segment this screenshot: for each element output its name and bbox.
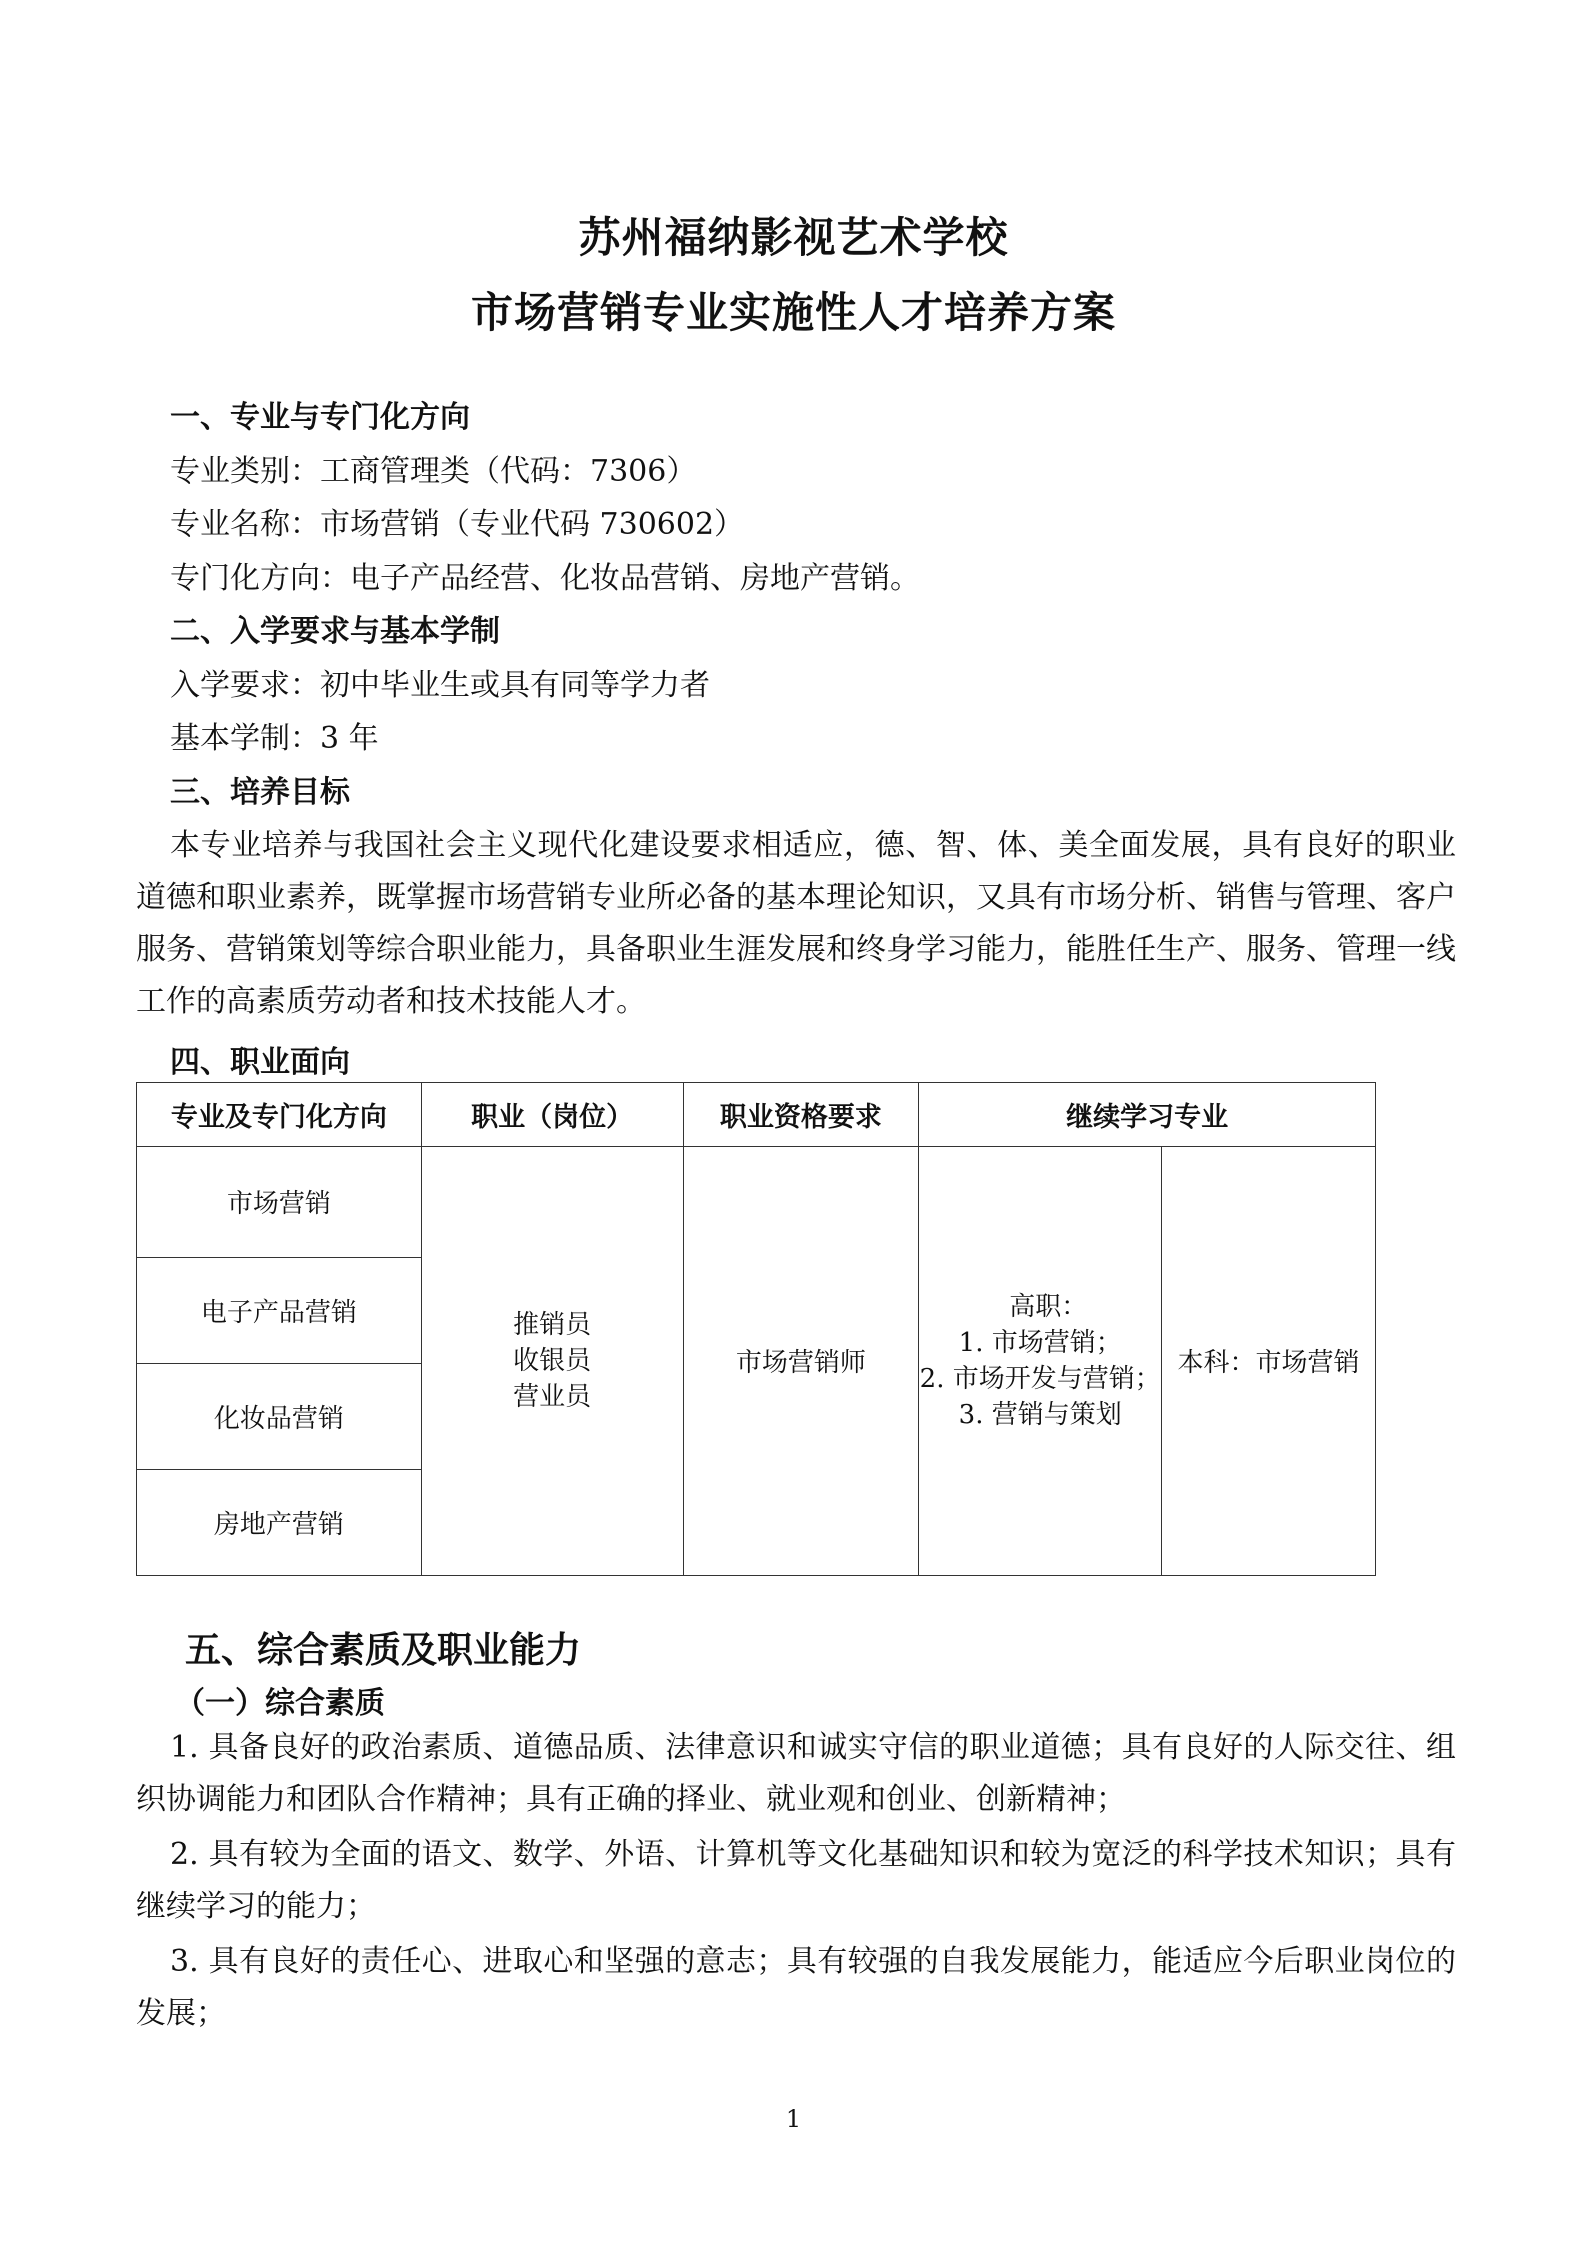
jobs-cell xyxy=(421,1146,683,1575)
table-header-row xyxy=(137,1083,1376,1147)
section1-heading: 一、专业与专门化方向 xyxy=(170,400,470,435)
table-row xyxy=(137,1146,1376,1257)
higher-vocational-label: 高职： xyxy=(1009,1291,1088,1322)
admission-requirement: 入学要求：初中毕业生或具有同等学力者 xyxy=(170,668,710,703)
header-qualification: 职业资格要求 xyxy=(683,1083,919,1147)
training-goal-paragraph: 本专业培养与我国社会主义现代化建设要求相适应，德、智、体、美全面发展，具有良好的职业道德和职业素养，既掌握市场营销专业所必备的基本理论知识，又具有市场分析、销售与管理、客户服务、营销策划等综合职业能力，具备职业生涯发展和终身学习能力，能胜任生产、服务、管理一线工作的高素质劳动者和技术技能人才。 xyxy=(136,828,1456,1019)
higher-vocational-item: 3. 营销与策划 xyxy=(958,1399,1122,1430)
section4-heading: 四、职业面向 xyxy=(170,1045,350,1080)
study-duration: 基本学制：3 年 xyxy=(170,721,379,756)
page-number: 1 xyxy=(785,2105,802,2133)
higher-vocational-cell xyxy=(919,1146,1162,1575)
quality-item-3: 3. 具有良好的责任心、进取心和坚强的意志；具有较强的自我发展能力，能适应今后职业岗位的发展； xyxy=(136,1944,1456,2031)
major-cell: 房地产营销 xyxy=(137,1469,422,1575)
higher-vocational-item: 1. 市场营销； xyxy=(958,1327,1122,1358)
header-major: 专业及专门化方向 xyxy=(137,1083,422,1147)
major-category: 专业类别：工商管理类（代码：7306） xyxy=(170,454,697,489)
major-name: 专业名称：市场营销（专业代码 730602） xyxy=(170,507,745,542)
specialization-direction: 专门化方向：电子产品经营、化妆品营销、房地产营销。 xyxy=(170,561,920,596)
major-cell: 市场营销 xyxy=(137,1146,422,1257)
qualification-cell: 市场营销师 xyxy=(683,1146,919,1575)
section5-subheading: （一）综合素质 xyxy=(175,1686,385,1721)
higher-vocational-item: 2. 市场开发与营销； xyxy=(919,1363,1161,1394)
section5-heading: 五、综合素质及职业能力 xyxy=(185,1629,582,1671)
job-item: 营业员 xyxy=(513,1381,592,1412)
major-cell: 化妆品营销 xyxy=(137,1363,422,1469)
document-subtitle: 市场营销专业实施性人才培养方案 xyxy=(470,288,1116,337)
job-item: 收银员 xyxy=(513,1345,592,1376)
job-item: 推销员 xyxy=(513,1309,592,1340)
major-cell: 电子产品营销 xyxy=(137,1257,422,1363)
header-further-study: 继续学习专业 xyxy=(919,1083,1376,1147)
career-table xyxy=(136,1082,1376,1576)
section3-heading: 三、培养目标 xyxy=(170,775,350,810)
section2-heading: 二、入学要求与基本学制 xyxy=(170,614,500,649)
document-title: 苏州福纳影视艺术学校 xyxy=(578,213,1009,262)
undergraduate-cell: 本科：市场营销 xyxy=(1162,1146,1376,1575)
quality-item-1: 1. 具备良好的政治素质、道德品质、法律意识和诚实守信的职业道德；具有良好的人际交往、组织协调能力和团队合作精神；具有正确的择业、就业观和创业、创新精神； xyxy=(136,1730,1456,1817)
header-job: 职业（岗位） xyxy=(421,1083,683,1147)
quality-item-2: 2. 具有较为全面的语文、数学、外语、计算机等文化基础知识和较为宽泛的科学技术知识；具有继续学习的能力； xyxy=(136,1837,1456,1924)
